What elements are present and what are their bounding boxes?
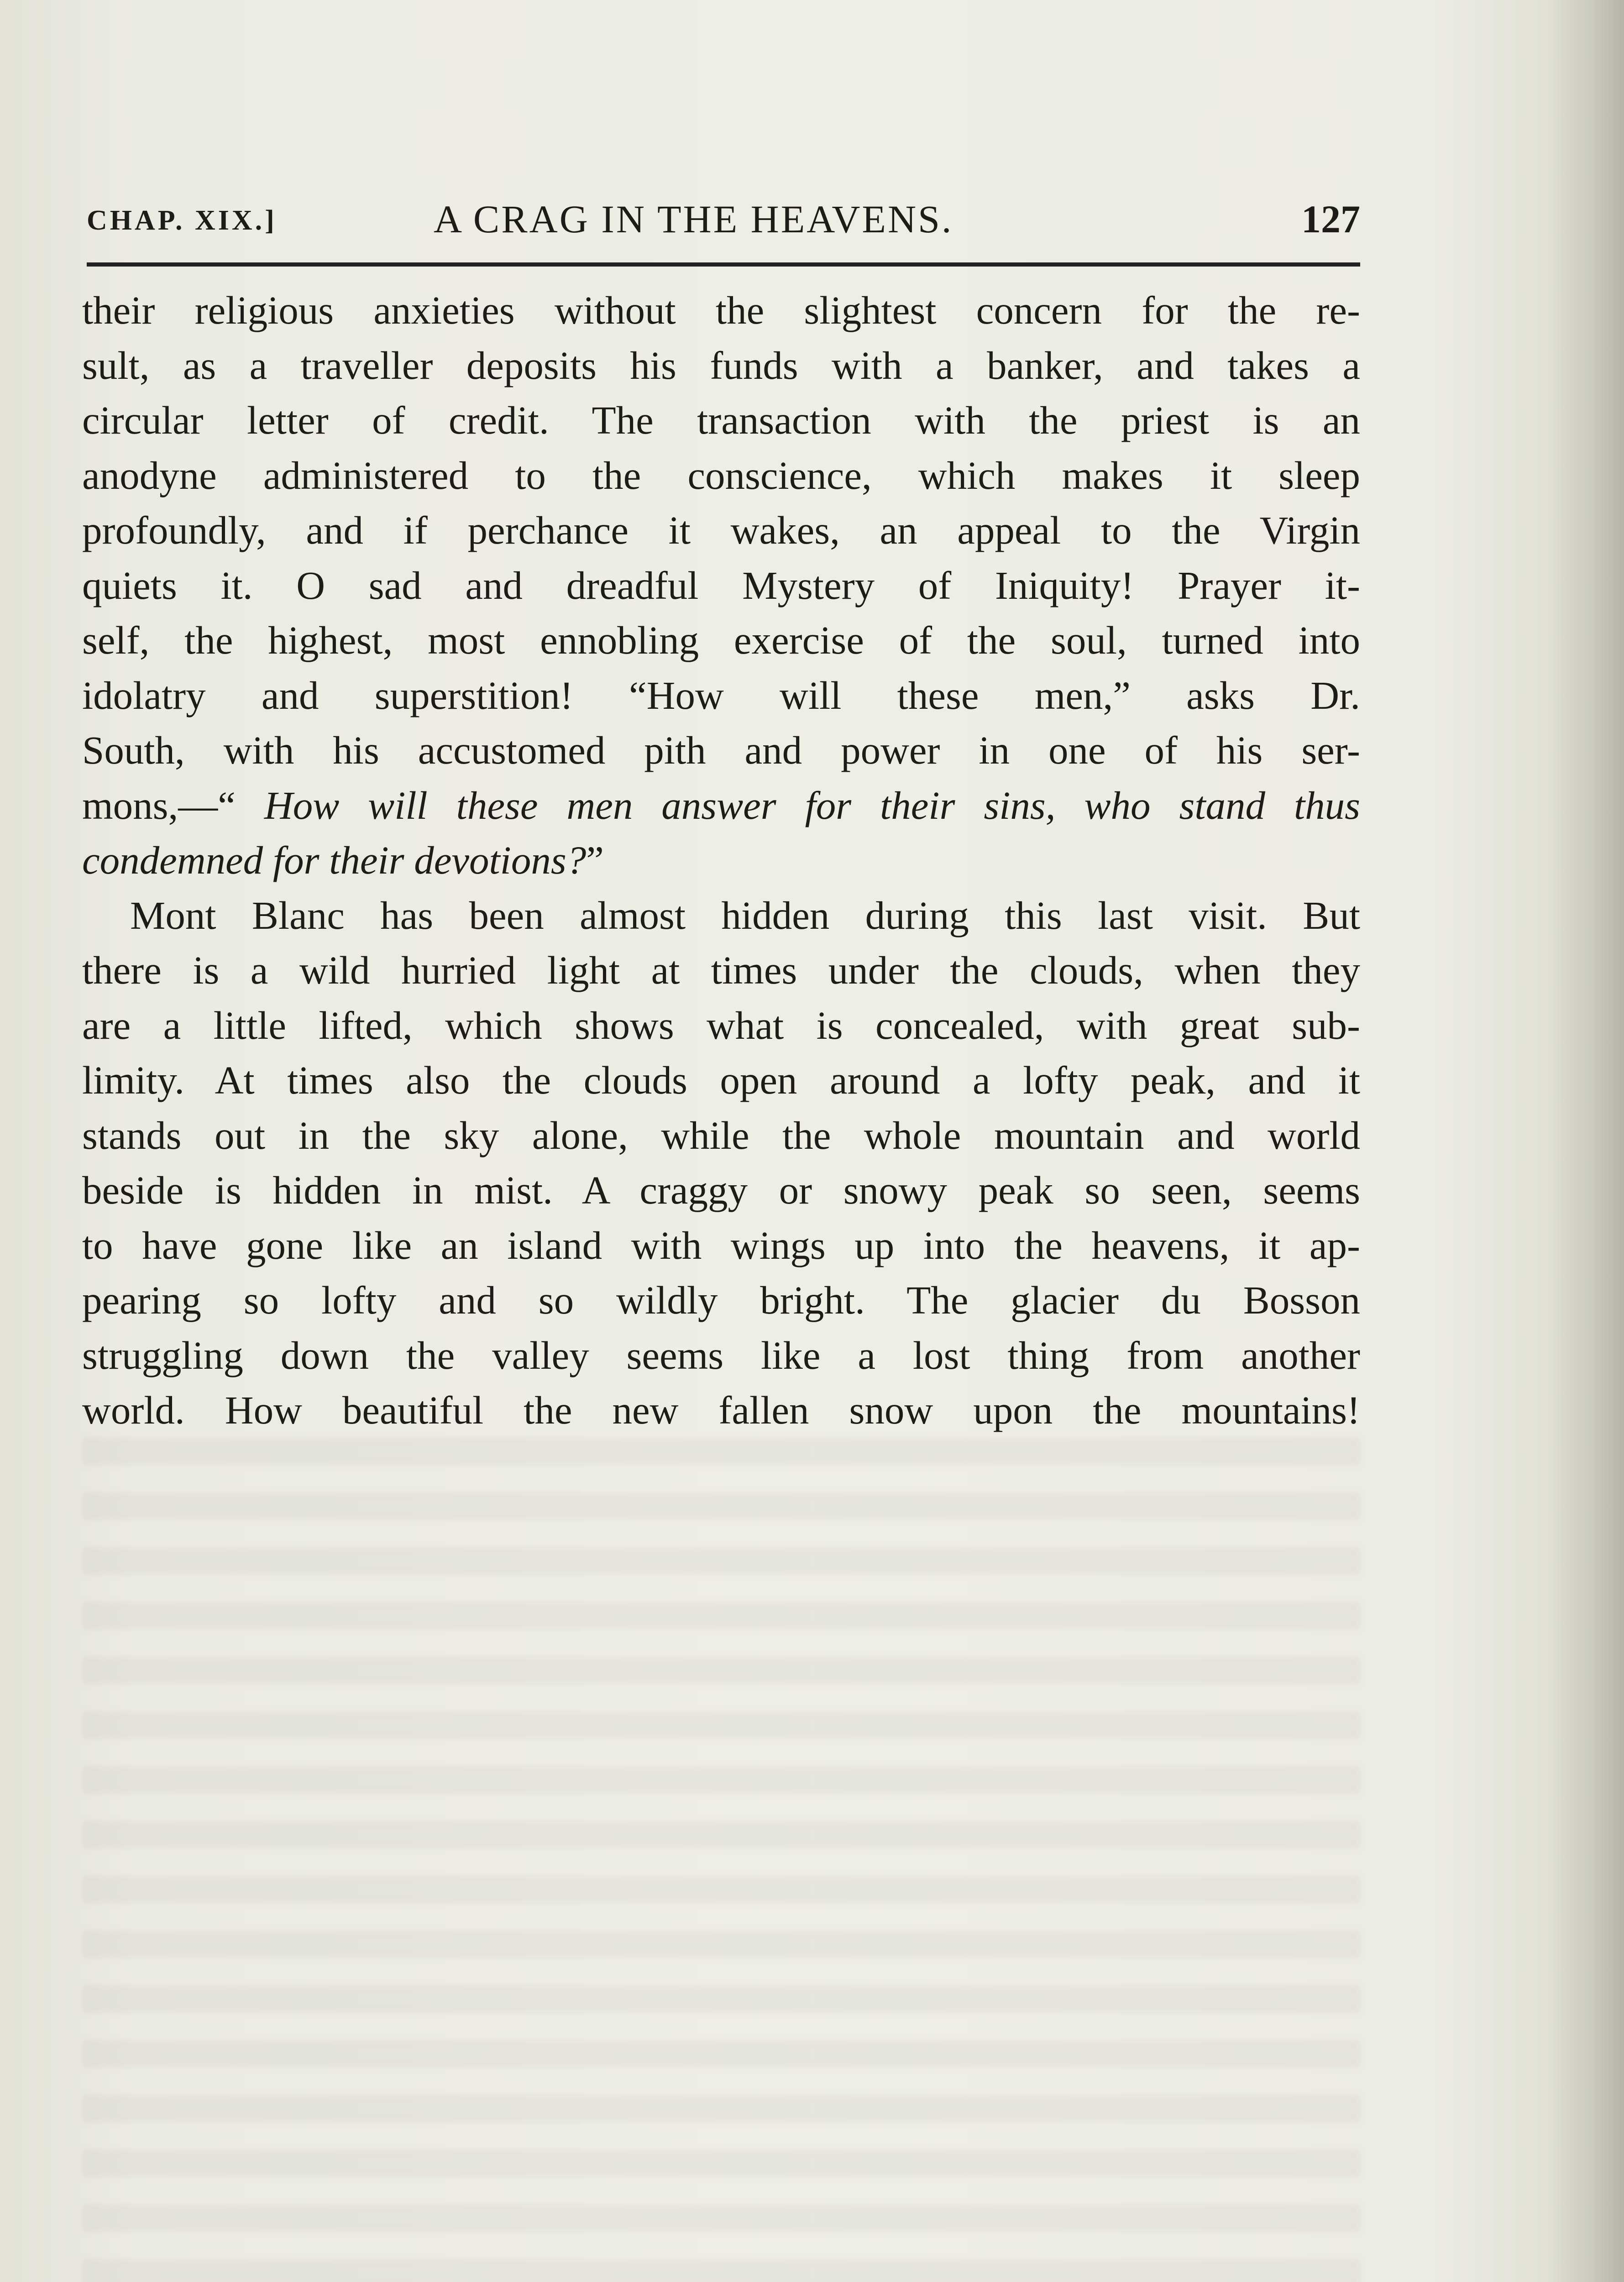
paragraph-line: there is a wild hurried light at times under the clouds, when they [82, 948, 1360, 992]
quote-italic-end: condemned for their devotions? [82, 838, 587, 882]
text-line: quiets it. O sad and dreadful Mystery of Iniquity! Prayer it- [82, 563, 1360, 607]
paragraph-line: stands out in the sky alone, while the whole mountain and world [82, 1113, 1360, 1157]
page-number: 127 [1301, 197, 1360, 241]
text-line: their religious anxieties without the slightest concern for the re- [82, 288, 1360, 332]
paragraph-line: world. How beautiful the new fallen snow upon the mountains! [82, 1388, 1360, 1432]
chapter-label: CHAP. XIX.] [87, 205, 277, 236]
paragraph-line: limity. At times also the clouds open around a lofty peak, and it [82, 1058, 1360, 1102]
text-line: anodyne administered to the conscience, which makes it sleep [82, 453, 1360, 497]
text-line-quote [82, 778, 1360, 833]
quote-close: ” [586, 838, 604, 882]
text-line-quote-end [82, 833, 1360, 888]
paragraph-line: to have gone like an island with wings up into the heavens, it ap- [82, 1223, 1360, 1267]
body-text [82, 283, 1360, 1438]
quote-lead: mons,—“ [82, 783, 264, 827]
paragraph-line: are a little lifted, which shows what is concealed, with great sub- [82, 1003, 1360, 1047]
quote-italic: How will these men answer for their sins, who stand thus [264, 783, 1360, 827]
header-rule [87, 262, 1360, 267]
running-header [87, 196, 1360, 251]
text-line: circular letter of credit. The transaction with the priest is an [82, 398, 1360, 442]
text-line: idolatry and superstition! “How will these men,” asks Dr. [82, 673, 1360, 717]
paragraph-line: struggling down the valley seems like a lost thing from another [82, 1333, 1360, 1377]
text-line: self, the highest, most ennobling exercise of the soul, turned into [82, 618, 1360, 662]
paragraph-line: Mont Blanc has been almost hidden during this last visit. But [130, 893, 1360, 937]
paragraph-line: beside is hidden in mist. A craggy or snowy peak so seen, seems [82, 1168, 1360, 1212]
text-line: sult, as a traveller deposits his funds with a banker, and takes a [82, 343, 1360, 387]
show-through-texture [82, 1438, 1360, 2282]
text-line: South, with his accustomed pith and power in one of his ser- [82, 728, 1360, 772]
page-edge-shadow [1546, 0, 1624, 2282]
running-title: A CRAG IN THE HEAVENS. [434, 197, 953, 241]
text-line: profoundly, and if perchance it wakes, an appeal to the Virgin [82, 508, 1360, 552]
paragraph-line: pearing so lofty and so wildly bright. The glacier du Bosson [82, 1278, 1360, 1322]
